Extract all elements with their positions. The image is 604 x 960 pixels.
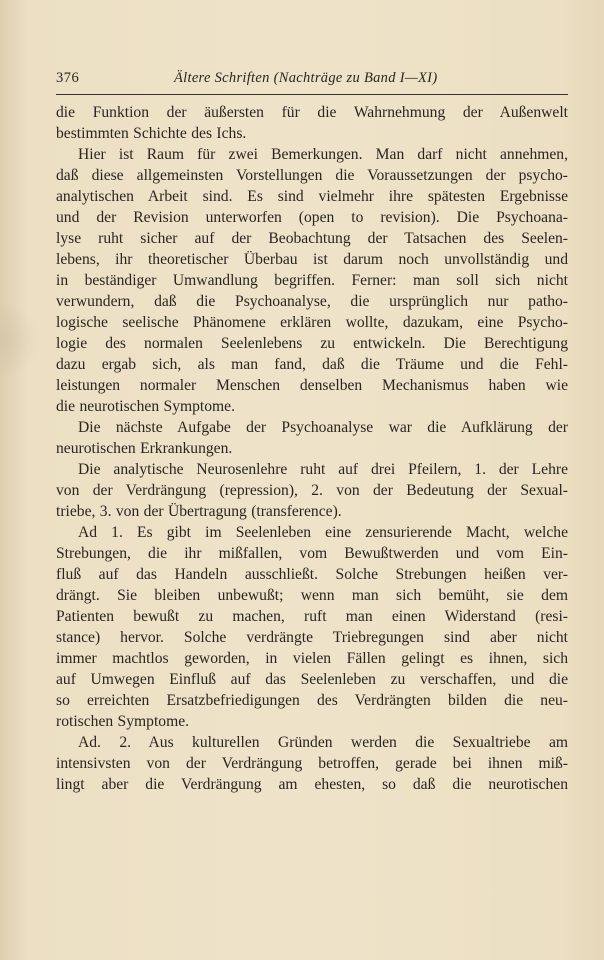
text-line: lingt aber die Verdrängung am ehesten, so daß die neurotischen xyxy=(56,776,568,793)
paragraph xyxy=(56,522,568,732)
paragraph xyxy=(56,459,568,522)
text-line: bestimmten Schichte des Ichs. xyxy=(56,125,247,142)
running-title: Ältere Schriften (Nachträge zu Band I—XI) xyxy=(174,70,438,86)
text-line: intensivsten von der Verdrängung betroffen, gerade bei ihnen miß- xyxy=(56,755,568,772)
text-line: die Funktion der äußersten für die Wahrnehmung der Außenwelt xyxy=(56,104,568,121)
text-line: auf Umwegen Einfluß auf das Seelenleben zu verschaffen, und die xyxy=(56,671,568,688)
text-line: Die nächste Aufgabe der Psychoanalyse war die Aufklärung der xyxy=(78,419,568,436)
page-number: 376 xyxy=(56,70,80,86)
text-line: Hier ist Raum für zwei Bemerkungen. Man darf nicht annehmen, xyxy=(78,146,568,163)
paragraph xyxy=(56,732,568,795)
header-rule xyxy=(56,94,568,95)
text-line: Die analytische Neurosenlehre ruht auf drei Pfeilern, 1. der Lehre xyxy=(78,461,568,478)
text-line: logie des normalen Seelenlebens zu entwickeln. Die Berechtigung xyxy=(56,335,568,352)
text-line: lyse ruht sicher auf der Beobachtung der Tatsachen des Seelen- xyxy=(56,230,568,247)
text-line: Strebungen, die ihr mißfallen, vom Bewußtwerden und vom Ein- xyxy=(56,545,568,562)
text-line: triebe, 3. von der Übertragung (transference). xyxy=(56,503,342,520)
paper-stain xyxy=(0,300,40,380)
text-line: immer machtlos geworden, in vielen Fällen gelingt es ihnen, sich xyxy=(56,650,568,667)
text-line: in beständiger Umwandlung begriffen. Ferner: man soll sich nicht xyxy=(56,272,568,289)
text-line: logische seelische Phänomene erklären wollte, dazukam, eine Psycho- xyxy=(56,314,568,331)
text-line: leistungen normaler Menschen denselben Mechanismus haben wie xyxy=(56,377,568,394)
text-line: neurotischen Erkrankungen. xyxy=(56,440,233,457)
text-line: so erreichten Ersatzbefriedigungen des Verdrängten bilden die neu- xyxy=(56,692,568,709)
paragraph xyxy=(56,102,568,144)
text-line: Ad. 2. Aus kulturellen Gründen werden die Sexualtriebe am xyxy=(78,734,568,751)
page-header xyxy=(56,70,568,94)
text-line: von der Verdrängung (repression), 2. von der Bedeutung der Sexual- xyxy=(56,482,568,499)
text-line: stance) hervor. Solche verdrängte Triebregungen sind aber nicht xyxy=(56,629,568,646)
text-line: und der Revision unterworfen (open to revision). Die Psychoana- xyxy=(56,209,568,226)
paragraph xyxy=(56,144,568,417)
text-line: Ad 1. Es gibt im Seelenleben eine zensurierende Macht, welche xyxy=(78,524,568,541)
text-line: verwundern, daß die Psychoanalyse, die ursprünglich nur patho- xyxy=(56,293,568,310)
text-line: rotischen Symptome. xyxy=(56,713,190,730)
text-line: Patienten bewußt zu machen, ruft man einen Widerstand (resi- xyxy=(56,608,568,625)
text-line: die neurotischen Symptome. xyxy=(56,398,235,415)
text-line: fluß auf das Handeln ausschließt. Solche Strebungen heißen ver- xyxy=(56,566,568,583)
text-line: drängt. Sie bleiben unbewußt; wenn man sich bemüht, sie dem xyxy=(56,587,568,604)
body-text xyxy=(56,102,568,795)
paragraph xyxy=(56,417,568,459)
text-line: analytischen Arbeit sind. Es sind vielmehr ihre spätesten Ergebnisse xyxy=(56,188,568,205)
text-line: dazu ergab sich, als man fand, daß die Träume und die Fehl- xyxy=(56,356,568,373)
text-line: daß diese allgemeinsten Vorstellungen die Voraussetzungen der psycho- xyxy=(56,167,568,184)
text-line: lebens, ihr theoretischer Überbau ist darum noch unvollständig und xyxy=(56,251,568,268)
